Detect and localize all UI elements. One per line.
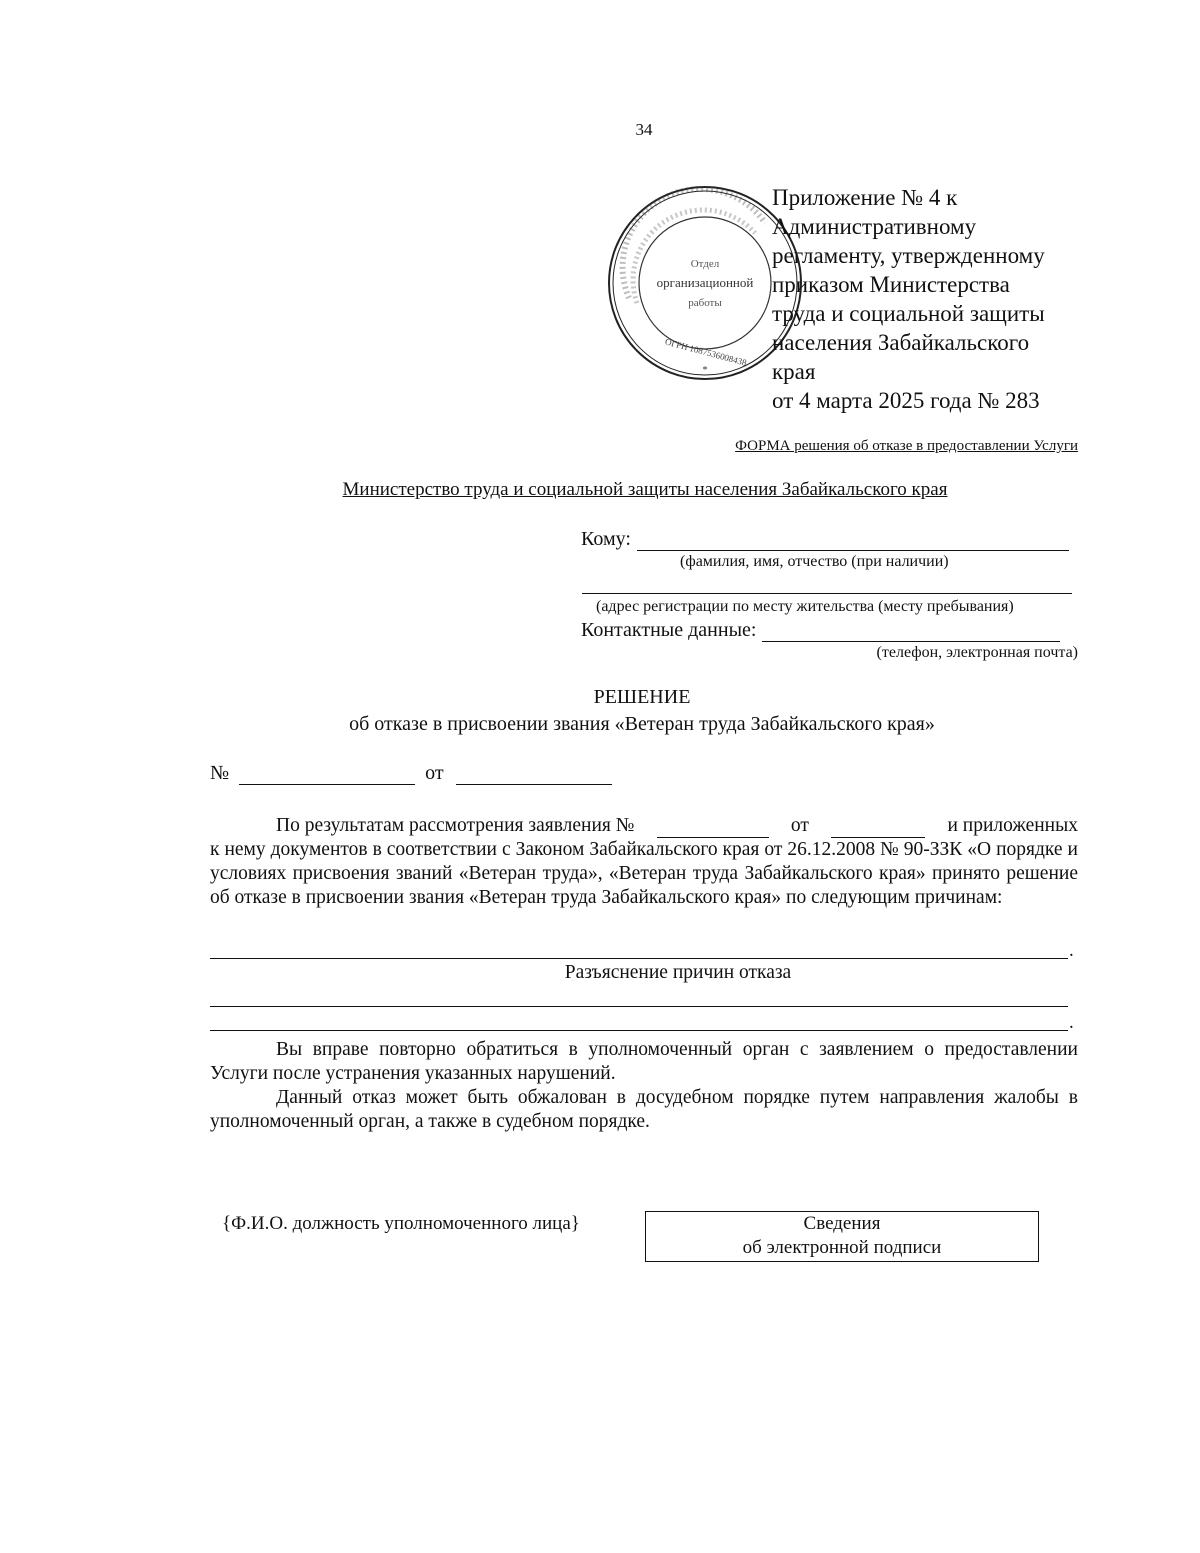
recipient-contacts-hint: (телефон, электронная почта) [876, 644, 1078, 661]
body-paragraph-2: Вы вправе повторно обратиться в уполномоченный орган с заявлением о предоставлении Услуги после устранения указанных нарушений. [210, 1039, 1078, 1084]
explanation-label: Разъяснение причин отказа [564, 962, 792, 983]
body-paragraph-1 [210, 814, 1078, 910]
appendix-line: труда и социальной защиты [772, 301, 1045, 326]
esign-line-2: об электронной подписи [742, 1237, 942, 1258]
recipient-to-label: Кому: [581, 528, 631, 550]
paragraph-1-first-line [210, 814, 1078, 838]
decision-title: РЕШЕНИЕ [593, 686, 691, 708]
application-date-field[interactable] [831, 817, 925, 838]
application-from-label: от [790, 815, 809, 836]
appendix-line: края [772, 359, 816, 384]
recipient-contacts-field[interactable] [762, 621, 1060, 642]
decision-from-label: от [425, 762, 444, 784]
appendix-line: Административному [772, 214, 977, 239]
ministry-name: Министерство труда и социальной защиты населения Забайкальского края [342, 479, 948, 500]
decision-date-field[interactable] [456, 764, 612, 785]
recipient-name-hint: (фамилия, имя, отчество (при наличии) [680, 553, 949, 570]
reason-line-period: . [1069, 940, 1074, 961]
recipient-address-hint: (адрес регистрации по месту жительства (месту пребывания) [596, 598, 1014, 615]
body-paragraph-3: Данный отказ может быть обжалован в досудебном порядке путем направления жалобы в уполномоченный орган, а также в судебном порядке. [210, 1087, 1078, 1132]
form-title: ФОРМА решения об отказе в предоставлении Услуги [735, 438, 1078, 454]
appendix-line: населения Забайкальского [772, 330, 1030, 355]
recipient-address-field[interactable] [582, 573, 1072, 594]
decision-number-row [210, 762, 612, 785]
appendix-line: регламенту, утвержденному [772, 243, 1045, 268]
recipient-name-field[interactable] [637, 530, 1069, 551]
appendix-block [772, 183, 1102, 415]
reason-line[interactable] [210, 939, 1068, 959]
appendix-line: Приложение № 4 к [772, 185, 958, 210]
stamp-line-3: работы [688, 297, 722, 309]
application-tail: и приложенных [947, 815, 1078, 836]
appendix-line: приказом Министерства [772, 272, 1010, 297]
official-name-placeholder: {Ф.И.О. должность уполномоченного лица} [222, 1213, 580, 1234]
application-number-field[interactable] [657, 817, 769, 838]
explanation-line-period: . [1069, 1012, 1074, 1033]
stamp-line-2: организационной [656, 275, 754, 290]
appendix-line: от 4 марта 2025 года № 283 [772, 388, 1040, 413]
decision-number-label: № [210, 762, 230, 784]
electronic-signature-box [645, 1211, 1039, 1262]
paragraph-1-rest: к нему документов в соответствии с Законом Забайкальского края от 26.12.2008 № 90-ЗЗК «О порядке и условиях присвоения званий «Ветеран труда», «Ветеран труда Забайкальского края» принято решение об отказе в присвоении звания «Ветеран труда Забайкальского края» по следующим причинам: [210, 839, 1078, 908]
esign-line-1: Сведения [803, 1213, 881, 1234]
recipient-contacts-row [581, 619, 1060, 642]
decision-number-field[interactable] [239, 764, 415, 785]
explanation-line-1[interactable] [210, 987, 1068, 1007]
decision-subtitle: об отказе в присвоении звания «Ветеран труда Забайкальского края» [349, 713, 935, 735]
application-label: По результатам рассмотрения заявления № [276, 815, 635, 836]
stamp-star-icon: * [702, 365, 708, 376]
stamp-line-1: Отдел [690, 258, 720, 270]
recipient-contacts-label: Контактные данные: [581, 619, 757, 641]
page-number: 34 [635, 120, 653, 139]
stamp-ogrn: ОГРН 1087536008438 [663, 336, 748, 368]
explanation-line-2[interactable] [210, 1011, 1068, 1031]
recipient-to-row [581, 528, 1069, 551]
